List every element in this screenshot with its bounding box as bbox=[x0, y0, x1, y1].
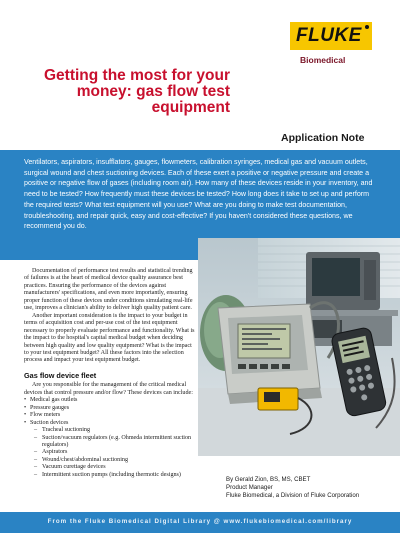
sublist-item: – Wound/chest/abdominal suctioning bbox=[34, 457, 196, 464]
footer-text: From the Fluke Biomedical Digital Library @ www.flukebiomedical.com/library bbox=[47, 518, 353, 525]
body-column bbox=[24, 268, 196, 479]
list-item: • Pressure gauges bbox=[24, 405, 196, 412]
author-organization: Fluke Biomedical, a Division of Fluke Corporation bbox=[226, 491, 360, 499]
logo-wordmark: FLUKE bbox=[296, 25, 362, 46]
logo-registered-mark bbox=[365, 25, 369, 29]
sublist-item: – Aspirators bbox=[34, 449, 196, 456]
device-list bbox=[24, 397, 196, 427]
fluke-logo bbox=[290, 22, 372, 50]
list-item: • Suction devices bbox=[24, 420, 196, 427]
author-block bbox=[226, 476, 359, 499]
body-paragraph-2: Another important consideration is the impact to your budget in terms of acquisition cost and per-use cost of the test equipment necessary to properly evaluate performance and functionality. What is the impact to the hospital's capital medical budget when deciding between high quality and low quality equipment? What is the impact to your test equipment budget? All these factors into the selection process and impact your test equipment budget. bbox=[24, 312, 195, 364]
sublist-item: – Vacuum curettage devices bbox=[34, 464, 196, 471]
list-item: • Flow meters bbox=[24, 412, 196, 419]
list-item: • Medical gas outlets bbox=[24, 397, 196, 404]
logo-subtitle: Biomedical bbox=[300, 55, 346, 65]
section-heading: Gas flow device fleet bbox=[24, 370, 97, 380]
equipment-photo bbox=[198, 238, 400, 456]
body-paragraph-3: Are you responsible for the management of the critical medical devices that control pressure and/or flow? These devices can include: bbox=[24, 382, 193, 396]
suction-device-sublist bbox=[24, 427, 196, 479]
sublist-item: – Intermittent suction pumps (including thermotic designs) bbox=[34, 472, 196, 479]
footer-band bbox=[0, 512, 400, 533]
page-title: Getting the most for your money: gas flow test equipment bbox=[44, 67, 230, 116]
document-type-label: Application Note bbox=[281, 132, 365, 144]
author-role: Product Manager bbox=[226, 483, 273, 491]
sublist-item: – Tracheal suctioning bbox=[34, 427, 196, 434]
sublist-item: – Suction/vacuum regulators (e.g. Ohmeda intermittent suction regulators) bbox=[34, 435, 196, 450]
body-paragraph-1: Documentation of performance test results and statistical trending of failures is at the heart of medical device quality assurance best practices. Ensuring the performance of the devices against manufacturers' specifications, and even more importantly, ensuring proper function of these devices under conditions simulating real-life use, improves a clinician's ability to deliver high quality patient care. bbox=[24, 268, 193, 312]
author-name: By Gerald Zion, BS, MS, CBET bbox=[226, 476, 311, 483]
intro-paragraph: Ventilators, aspirators, insufflators, gauges, flowmeters, calibration syringes, medical gas and vacuum outlets, surgical wound and chest suctioning devices. Each of these exert a positive or negative pressure and create a positive or negative flow of gases (including room air). How many of these devices reside in your inventory, and need to be tested? How frequently must these devices be tested? How long does it take to set up and perform the required tests? What test equipment will you use? What are you doing to make test documentation, troubleshooting, and repair quick, easy and cost-effective? If you haven't considered these questions, we recommend you do. bbox=[24, 158, 373, 231]
